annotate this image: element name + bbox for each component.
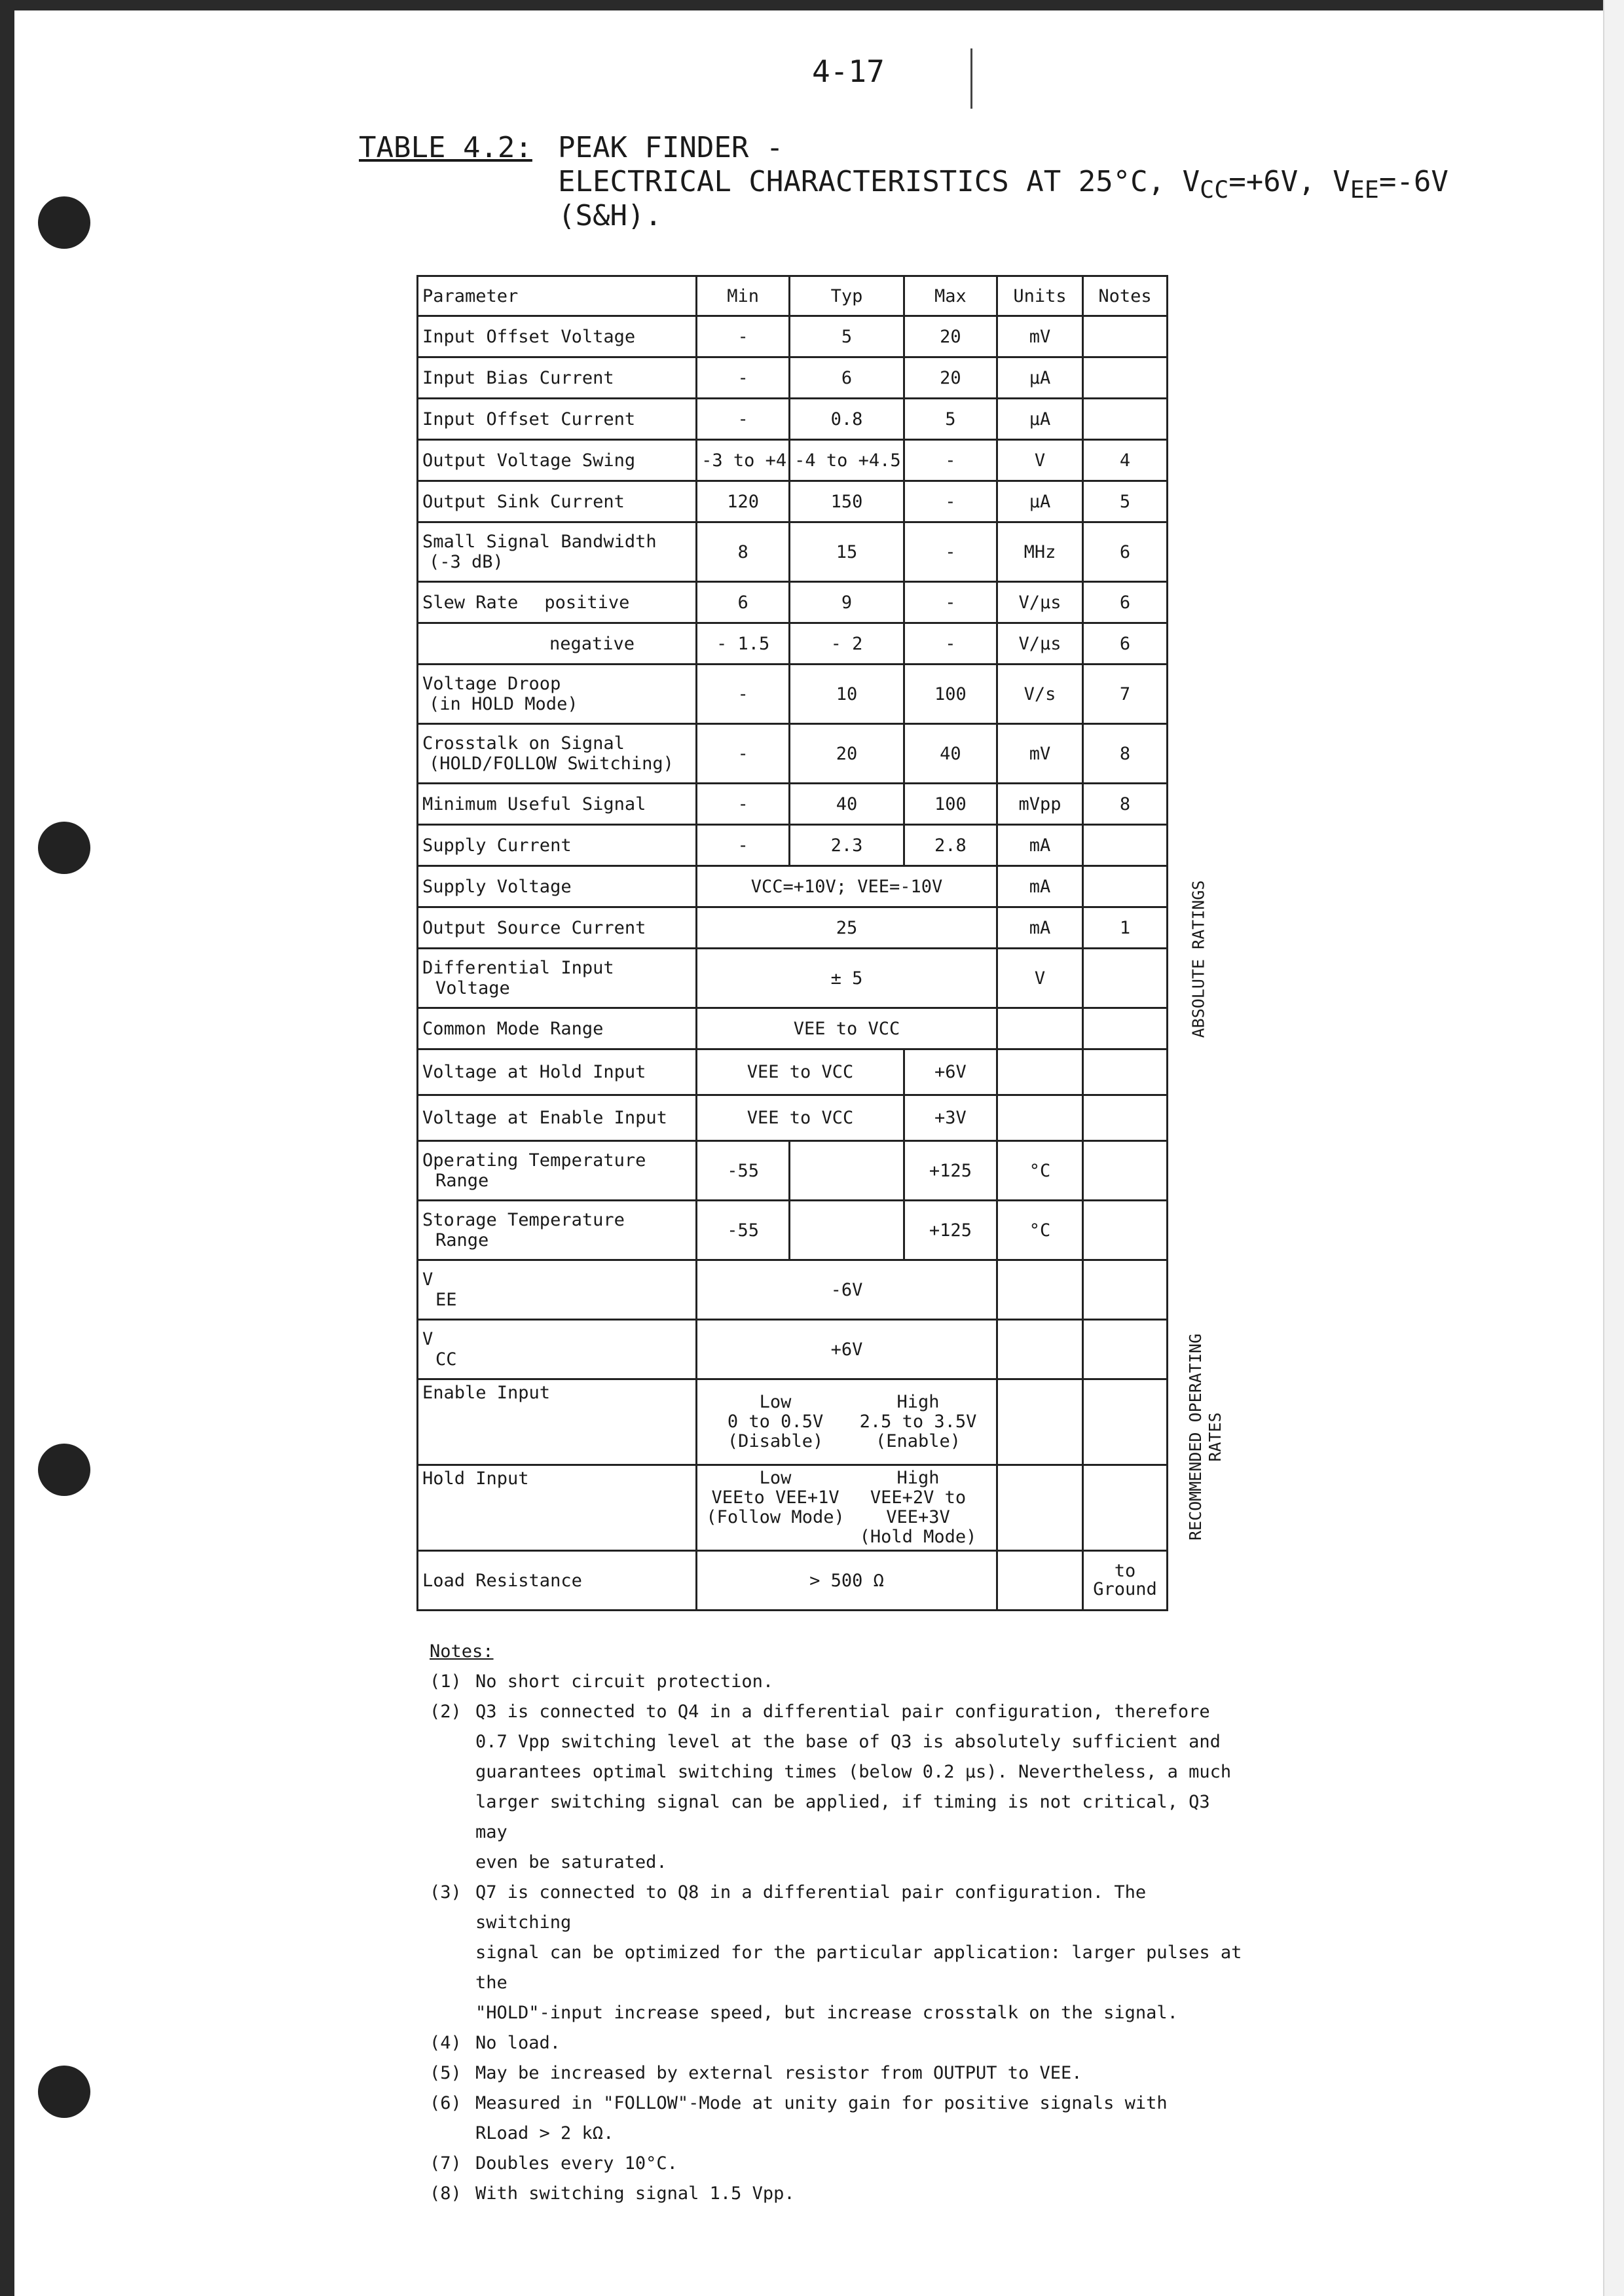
header-max: Max bbox=[904, 276, 997, 316]
table-row: Enable Input Low 0 to 0.5V (Disable) High 2.5 to 3.5V (Enable) bbox=[418, 1379, 1168, 1465]
table-row: Supply Voltage VCC=+10V; VEE=-10V mA bbox=[418, 866, 1168, 907]
punch-hole bbox=[38, 196, 90, 249]
table-header-row bbox=[418, 276, 1168, 316]
title-line-3: (S&H). bbox=[558, 199, 662, 232]
header-units: Units bbox=[997, 276, 1082, 316]
header-typ: Typ bbox=[790, 276, 904, 316]
table-row: Output Source Current 25 mA 1 bbox=[418, 907, 1168, 949]
page-number: 4-17 bbox=[812, 54, 885, 89]
title-line-1: PEAK FINDER - bbox=[558, 131, 784, 164]
table-row: Voltage at Hold Input VEE to VCC +6V bbox=[418, 1049, 1168, 1095]
note-item: (4) No load. bbox=[430, 2033, 561, 2053]
note-item: (6) Measured in "FOLLOW"-Mode at unity gain for positive signals with RLoad > 2 kΩ. bbox=[430, 2093, 1168, 2143]
note-item: (2) Q3 is connected to Q4 in a differential pair configuration, therefore 0.7 Vpp switching level at the base of Q3 is absolutely sufficient and guarantees optimal switching times (below 0.2 μs). Nevertheless, a much larger switching signal can be applied, if timing is not critical, Q3 may even be saturated. bbox=[430, 1702, 1232, 1872]
note-item: (5) May be increased by external resistor from OUTPUT to VEE. bbox=[430, 2063, 1082, 2083]
note-item: (7) Doubles every 10°C. bbox=[430, 2153, 678, 2174]
characteristics-table bbox=[416, 275, 1168, 1611]
scan-left-edge bbox=[0, 0, 14, 2296]
table-row: Crosstalk on Signal (HOLD/FOLLOW Switching) - 20 40 mV 8 bbox=[418, 724, 1168, 784]
table-row: negative - 1.5 - 2 - V/μs 6 bbox=[418, 623, 1168, 665]
table-label: TABLE 4.2: bbox=[359, 131, 532, 164]
table-row: Supply Current - 2.3 2.8 mA bbox=[418, 825, 1168, 866]
scan-top-edge bbox=[0, 0, 1624, 10]
table-row: Input Bias Current - 6 20 μA bbox=[418, 357, 1168, 399]
table-row: Minimum Useful Signal - 40 100 mVpp 8 bbox=[418, 784, 1168, 825]
table-row: Voltage Droop (in HOLD Mode) - 10 100 V/s 7 bbox=[418, 665, 1168, 724]
absolute-ratings-label: ABSOLUTE RATINGS bbox=[1189, 880, 1208, 1038]
table-row: Storage Temperature Range -55 +125 °C bbox=[418, 1201, 1168, 1260]
table-row: Voltage at Enable Input VEE to VCC +3V bbox=[418, 1095, 1168, 1141]
notes-heading: Notes: bbox=[430, 1641, 494, 1662]
table-row: Slew Rate positive 6 9 - V/μs 6 bbox=[418, 582, 1168, 623]
header-parameter: Parameter bbox=[418, 276, 697, 316]
table-row: Operating Temperature Range -55 +125 °C bbox=[418, 1141, 1168, 1201]
title-line-2: ELECTRICAL CHARACTERISTICS AT 25°C, $V_{CC}=+6V$, $V_{EE}=-6V$ bbox=[558, 165, 1449, 204]
punch-hole bbox=[38, 2066, 90, 2118]
table-row: V EE -6V bbox=[418, 1260, 1168, 1320]
table-title bbox=[359, 131, 1449, 232]
punch-hole bbox=[38, 822, 90, 874]
note-item: (3) Q7 is connected to Q8 in a differential pair configuration. The switching signal can be optimized for the particular application: larger pulses at the "HOLD"-input increase speed, but increase crosstalk on the signal. bbox=[430, 1882, 1242, 2023]
table-row: Small Signal Bandwidth (-3 dB) 8 15 - MHz 6 bbox=[418, 522, 1168, 582]
table-row: Differential Input Voltage ± 5 V bbox=[418, 949, 1168, 1008]
recommended-operating-label: RECOMMENDED OPERATING RATES bbox=[1186, 1333, 1225, 1541]
margin-mark bbox=[970, 48, 972, 109]
table-row: Input Offset Voltage - 5 20 mV bbox=[418, 316, 1168, 357]
table-row: Load Resistance > 500 Ω to Ground bbox=[418, 1551, 1168, 1611]
table-row: Input Offset Current - 0.8 5 μA bbox=[418, 399, 1168, 440]
table-row: Output Sink Current 120 150 - μA 5 bbox=[418, 481, 1168, 522]
table-row: Hold Input Low VEEto VEE+1V (Follow Mode) High VEE+2V to VEE+3V (Hold Mode) bbox=[418, 1465, 1168, 1551]
table-row: Common Mode Range VEE to VCC bbox=[418, 1008, 1168, 1049]
header-notes: Notes bbox=[1083, 276, 1168, 316]
notes-section bbox=[430, 1637, 1248, 2209]
note-item: (8) With switching signal 1.5 Vpp. bbox=[430, 2183, 795, 2204]
punch-hole bbox=[38, 1444, 90, 1496]
scan-right-edge bbox=[1603, 0, 1624, 2296]
table-row: V CC +6V bbox=[418, 1320, 1168, 1379]
note-item: (1) No short circuit protection. bbox=[430, 1671, 774, 1692]
table-row: Output Voltage Swing -3 to +4 -4 to +4.5 - V 4 bbox=[418, 440, 1168, 481]
header-min: Min bbox=[697, 276, 790, 316]
